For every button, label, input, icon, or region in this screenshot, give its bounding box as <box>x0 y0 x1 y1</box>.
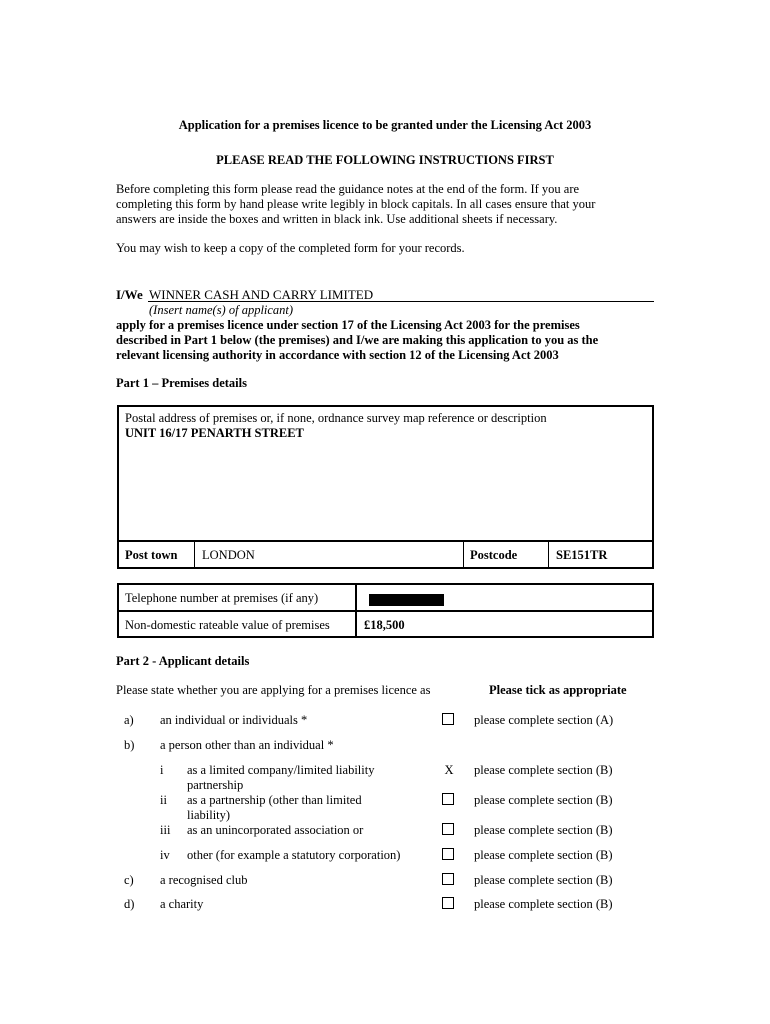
option-a-note: please complete section (A) <box>474 713 614 727</box>
option-d-text: a charity <box>160 897 204 911</box>
postcode-value[interactable]: SE151TR <box>556 548 608 562</box>
keep-copy-note: You may wish to keep a copy of the completed form for your records. <box>116 241 465 255</box>
applicant-hint: (Insert name(s) of applicant) <box>149 303 294 317</box>
option-d-checkbox[interactable] <box>442 897 454 909</box>
option-b-i-checkbox[interactable]: X <box>444 763 454 777</box>
telephone-label: Telephone number at premises (if any) <box>125 591 319 605</box>
postcode-label: Postcode <box>470 548 518 562</box>
address-divider <box>117 540 654 542</box>
option-b-text: a person other than an individual * <box>160 738 334 752</box>
option-b-letter: b) <box>124 738 135 752</box>
option-b-iv-note: please complete section (B) <box>474 848 613 862</box>
post-town-label: Post town <box>125 548 178 562</box>
part1-heading: Part 1 – Premises details <box>116 376 247 390</box>
option-b-i-text: as a limited company/limited liability partnership <box>187 763 375 792</box>
option-b-iii-numeral: iii <box>160 823 171 837</box>
instructions-heading: PLEASE READ THE FOLLOWING INSTRUCTIONS FIRST <box>216 153 554 167</box>
option-b-iii-checkbox[interactable] <box>442 823 454 835</box>
option-b-ii-numeral: ii <box>160 793 167 807</box>
tick-heading: Please tick as appropriate <box>489 683 627 697</box>
option-d-note: please complete section (B) <box>474 897 613 911</box>
rateable-value[interactable]: £18,500 <box>364 618 405 632</box>
part2-heading: Part 2 - Applicant details <box>116 654 250 668</box>
option-b-i-note: please complete section (B) <box>474 763 613 777</box>
applicant-label: I/We <box>116 287 143 302</box>
option-d-letter: d) <box>124 897 135 911</box>
applicant-type-question: Please state whether you are applying for a premises licence as <box>116 683 431 697</box>
option-b-iii-note: please complete section (B) <box>474 823 613 837</box>
option-c-text: a recognised club <box>160 873 248 887</box>
option-b-iv-text: other (for example a statutory corporation) <box>187 848 401 862</box>
rateable-label: Non-domestic rateable value of premises <box>125 618 330 632</box>
option-c-letter: c) <box>124 873 134 887</box>
option-b-ii-checkbox[interactable] <box>442 793 454 805</box>
option-b-ii-note: please complete section (B) <box>474 793 613 807</box>
address-label: Postal address of premises or, if none, ordnance survey map reference or description <box>125 411 547 425</box>
option-b-iv-checkbox[interactable] <box>442 848 454 860</box>
option-a-letter: a) <box>124 713 134 727</box>
applicant-underline <box>148 301 654 302</box>
option-a-checkbox[interactable] <box>442 713 454 725</box>
option-c-checkbox[interactable] <box>442 873 454 885</box>
redacted-telephone <box>369 594 444 606</box>
option-b-iv-numeral: iv <box>160 848 170 862</box>
option-b-iii-text: as an unincorporated association or <box>187 823 364 837</box>
apply-statement: apply for a premises licence under section 17 of the Licensing Act 2003 for the premises described in Part 1 below (the premises) and I/we are making this application to you as the relevant licensing authority in accordance with section 12 of the Licensing Act 2003 <box>116 318 599 362</box>
applicant-name[interactable]: WINNER CASH AND CARRY LIMITED <box>149 287 374 302</box>
option-c-note: please complete section (B) <box>474 873 613 887</box>
option-a-text: an individual or individuals * <box>160 713 308 727</box>
form-title: Application for a premises licence to be granted under the Licensing Act 2003 <box>178 118 592 132</box>
option-b-i-numeral: i <box>160 763 164 777</box>
option-b-ii-text: as a partnership (other than limited liability) <box>187 793 362 822</box>
address-value[interactable]: UNIT 16/17 PENARTH STREET <box>125 426 304 440</box>
instructions-text: Before completing this form please read the guidance notes at the end of the form. If you are completing this form by hand please write legibly in block capitals. In all cases ensure that your answers are inside the boxes and written in black ink. Use additional sheets if necessary. <box>116 182 596 226</box>
post-town-value[interactable]: LONDON <box>202 548 255 562</box>
